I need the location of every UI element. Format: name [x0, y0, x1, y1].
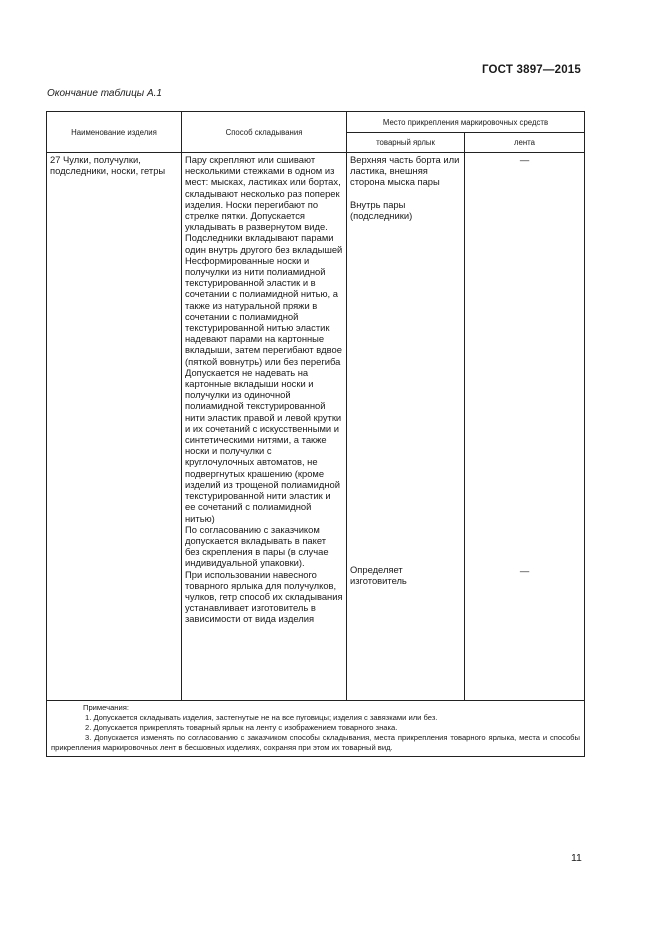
notes-title: Примечания: — [83, 703, 129, 712]
standard-header: ГОСТ 3897—2015 — [481, 64, 581, 76]
table-row — [47, 153, 585, 701]
page-number: 11 — [571, 852, 582, 864]
note-item: 2. Допускается прикреплять товарный ярлык на ленту с изображением товарного знака. — [85, 723, 398, 732]
label-text: Внутрь пары (подследники) — [350, 198, 413, 221]
cell-tape — [465, 153, 585, 701]
item-text: 27 Чулки, получулки, подследники, носки, гетры — [50, 154, 166, 177]
method-paragraph: При использовании навесного товарного ярлыка для получулков, чулков, гетр способ их складывания устанавливает изготовитель в зависимости от вида изделия — [185, 568, 343, 625]
col-header-place: Место прикрепления маркировочных средств — [347, 112, 585, 133]
method-paragraph: По согласованию с заказчиком допускается вкладывать в пакет без скрепления в пары (в случае индивидуальной упаковки). — [185, 523, 329, 569]
notes-cell — [47, 701, 585, 757]
cell-method — [182, 153, 347, 701]
method-paragraph: Пару скрепляют или сшивают несколькими стежками в одном из мест: мысках, ластиках или бортах, складывают несколько раз поперек изделия. Носки перегибают по стрелке пятки. Допускается укладывать в развернутом виде. Подследники вкладывают парами один внутрь другого без вкладышей — [185, 154, 343, 255]
tape-dash: — — [519, 565, 530, 577]
col-header-label: товарный ярлык — [347, 133, 465, 153]
col-header-tape: лента — [465, 133, 585, 153]
notes-row — [47, 701, 585, 757]
note-item: 1. Допускается складывать изделия, застегнутые не на все пуговицы; изделия с завязками или без. — [85, 713, 438, 722]
col-header-item: Наименование изделия — [47, 112, 182, 153]
method-paragraph: Допускается не надевать на картонные вкладыши носки и получулки из одиночной полиамидной текстурированной нити эластик правой и левой крутки и их сочетаний с искусственными и синтетическими нитями, а также носки и получулки с круглочулочных автоматов, не подвергнутых крашению (кроме изделий из трощеной полиамидной текстурированной нити эластик и ее сочетаний с полиамидной нитью) — [185, 366, 342, 524]
data-table — [46, 111, 585, 757]
table-caption: Окончание таблицы А.1 — [47, 88, 162, 99]
label-text: Определяет изготовитель — [350, 564, 407, 587]
col-header-method: Способ складывания — [182, 112, 347, 153]
label-text: Верхняя часть борта или ластика, внешняя сторона мыска пары — [350, 154, 460, 188]
cell-item — [47, 153, 182, 701]
method-paragraph: Несформированные носки и получулки из нити полиамидной текстурированной эластик и в сочетании с полиамидной нитью, а также из натуральной пряжи в сочетании с полиамидной текстурированной нитью эластик надевают парами на картонные вкладыши, затем перегибают вдвое (пяткой вовнутрь) или без перегиба — [185, 254, 342, 367]
note-item: 3. Допускается изменять по согласованию с заказчиком способы складывания, места прикрепления товарного ярлыка, места и способы прикрепления маркировочных лент в бесшовных изделиях, сохраняя при этом их товарный вид. — [51, 733, 580, 752]
cell-label — [347, 153, 465, 701]
tape-dash: — — [519, 154, 530, 165]
